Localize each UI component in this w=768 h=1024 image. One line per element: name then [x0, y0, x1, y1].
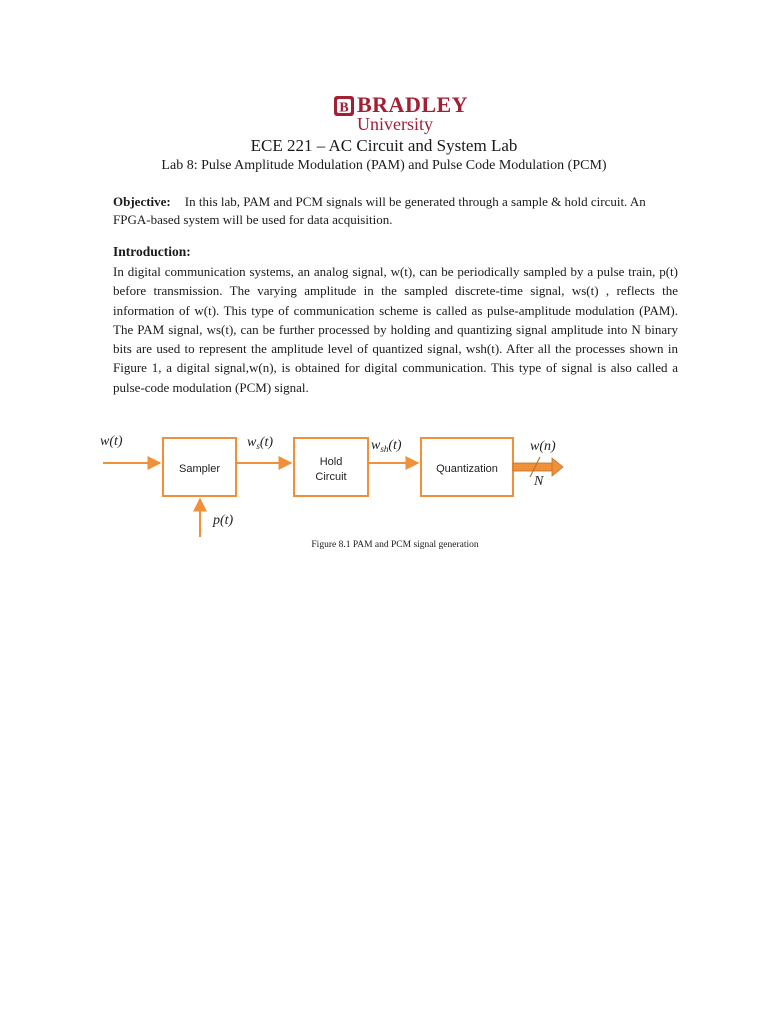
bradley-shield-icon	[333, 95, 355, 117]
hold-label-line1: Hold	[319, 456, 343, 468]
signal-w-t: w(t)	[100, 434, 123, 449]
page-subtitle: Lab 8: Pulse Amplitude Modulation (PAM) and Pulse Code Modulation (PCM)	[161, 158, 607, 173]
hold-label-line2: Circuit	[315, 471, 347, 483]
objective-label: Objective:	[113, 194, 171, 209]
page-title: ECE 221 – AC Circuit and System Lab	[250, 136, 518, 155]
svg-text:B: B	[339, 100, 349, 116]
introduction-body: In digital communication systems, an analog signal, w(t), can be periodically sampled by a pulse train, p(t) before transmission. The varying amplitude in the sampled discrete-time signal, ws(t) , reflects the information of w(t). This type of communication scheme is called as pulse-amplitude modulation (PAM). The PAM signal, ws(t), can be further processed by holding and quantizing signal amplitude into N binary bits are used to represent the amplitude level of quantized signal, wsh(t). After all the processes shown in Figure 1, a digital signal,w(n), is obtained for digital communication. This type of signal is also called a pulse-code modulation (PCM) signal.	[113, 264, 678, 395]
pam-pcm-block-diagram	[0, 425, 768, 555]
quantization-label: Quantization	[436, 463, 498, 475]
figure-caption: Figure 8.1 PAM and PCM signal generation	[311, 540, 479, 550]
logo-sub-text: University	[357, 114, 433, 134]
signal-ws-t: $w_s(t)$	[247, 435, 274, 451]
sampler-label: Sampler	[179, 463, 220, 475]
signal-p-t: p(t)	[213, 513, 234, 528]
objective-paragraph	[113, 193, 678, 229]
signal-wsh-t: $w_{sh}(t)$	[371, 438, 402, 454]
signal-w-n: w(n)	[530, 439, 556, 454]
logo-brand-text: BRADLEY	[357, 92, 469, 117]
introduction-heading: Introduction:	[113, 244, 191, 259]
objective-text: In this lab, PAM and PCM signals will be generated through a sample & hold circuit. An FPGA-based system will be used for data acquisition.	[113, 194, 646, 227]
signal-n-bits: N	[534, 474, 544, 489]
bradley-logo	[333, 92, 469, 135]
